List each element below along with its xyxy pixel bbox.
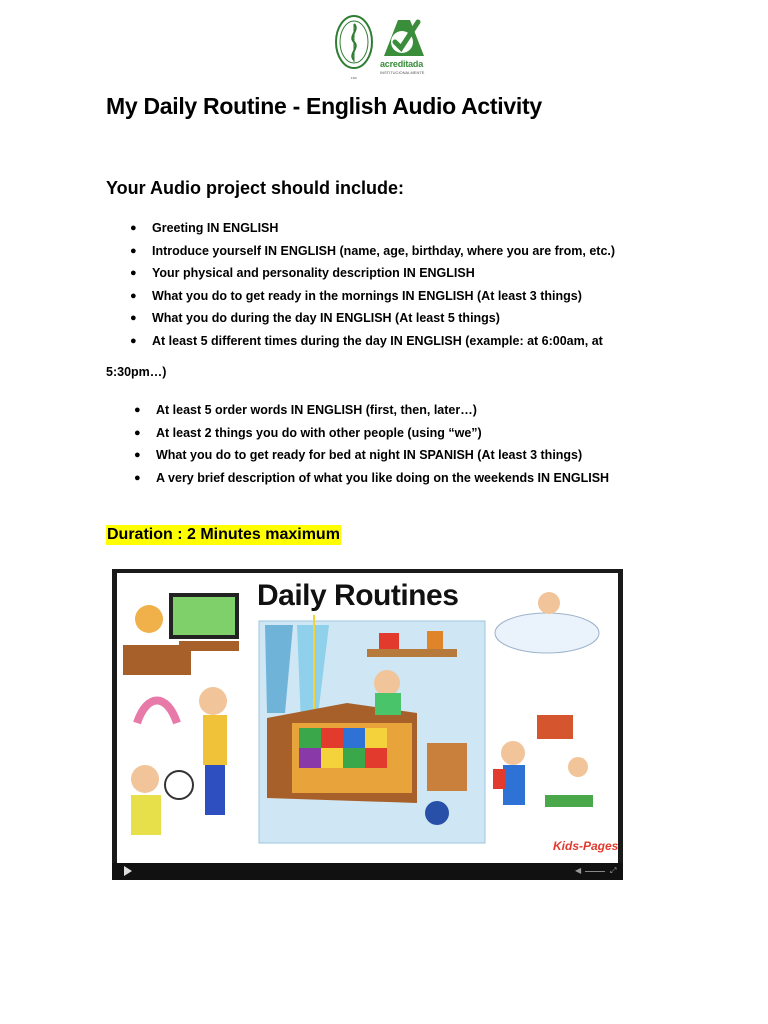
video-thumbnail[interactable]	[117, 573, 618, 863]
video-player[interactable]	[112, 569, 623, 880]
duration-highlight: Duration : 2 Minutes maximum	[107, 526, 340, 543]
video-controls	[112, 863, 623, 880]
seal-caption: FRC	[350, 76, 358, 80]
bullet-icon: ●	[134, 404, 141, 416]
bullet-icon: ●	[130, 289, 137, 302]
accreditation-subtitle: INSTITUCIONALMENTE	[380, 70, 425, 75]
bullet-icon: ●	[130, 222, 137, 234]
list-item: ● What you do during the day IN ENGLISH (At least 5 things)	[130, 307, 615, 330]
requirements-list-1	[130, 217, 615, 352]
list-item: ● Your physical and personality description IN ENGLISH	[130, 262, 615, 285]
bullet-icon: ●	[134, 471, 141, 484]
bullet-icon: ●	[130, 244, 137, 257]
video-heading: Daily Routines	[257, 579, 459, 612]
bullet-icon: ●	[130, 312, 137, 324]
page-title: My Daily Routine - English Audio Activity	[106, 93, 542, 119]
bullet-icon: ●	[130, 267, 137, 279]
list-item: ● What you do to get ready in the mornings IN ENGLISH (At least 3 things)	[130, 285, 615, 308]
list-item: ● Introduce yourself IN ENGLISH (name, age, birthday, where you are from, etc.)	[130, 240, 615, 263]
list-item: ● At least 2 things you do with other people (using “we”)	[134, 422, 609, 445]
header-logos	[334, 14, 426, 78]
list-item: ● At least 5 order words IN ENGLISH (first, then, later…)	[134, 399, 609, 422]
list-item: ● What you do to get ready for bed at night IN SPANISH (At least 3 things)	[134, 444, 609, 467]
bullet-icon: ●	[134, 449, 141, 461]
volume-slider[interactable]	[585, 871, 605, 872]
volume-icon[interactable]: ◀	[575, 866, 582, 875]
bullet-icon: ●	[130, 334, 137, 347]
daily-routines-illustration	[117, 573, 618, 863]
play-icon[interactable]	[124, 866, 132, 876]
list-item: ● A very brief description of what you like doing on the weekends IN ENGLISH	[134, 467, 609, 490]
kids-pages-watermark: Kids-Pages	[553, 839, 618, 853]
bullet-icon: ●	[134, 426, 141, 439]
section-heading: Your Audio project should include:	[106, 178, 404, 198]
list-continuation: 5:30pm…)	[106, 365, 167, 379]
fullscreen-icon[interactable]: ⤢	[610, 866, 617, 875]
accreditation-word: acreditada	[380, 59, 424, 69]
list-item: ● Greeting IN ENGLISH	[130, 217, 615, 240]
requirements-list-2	[134, 399, 609, 489]
list-item: ● At least 5 different times during the day IN ENGLISH (example: at 6:00am, at	[130, 330, 615, 353]
university-seal-logo	[334, 14, 374, 74]
